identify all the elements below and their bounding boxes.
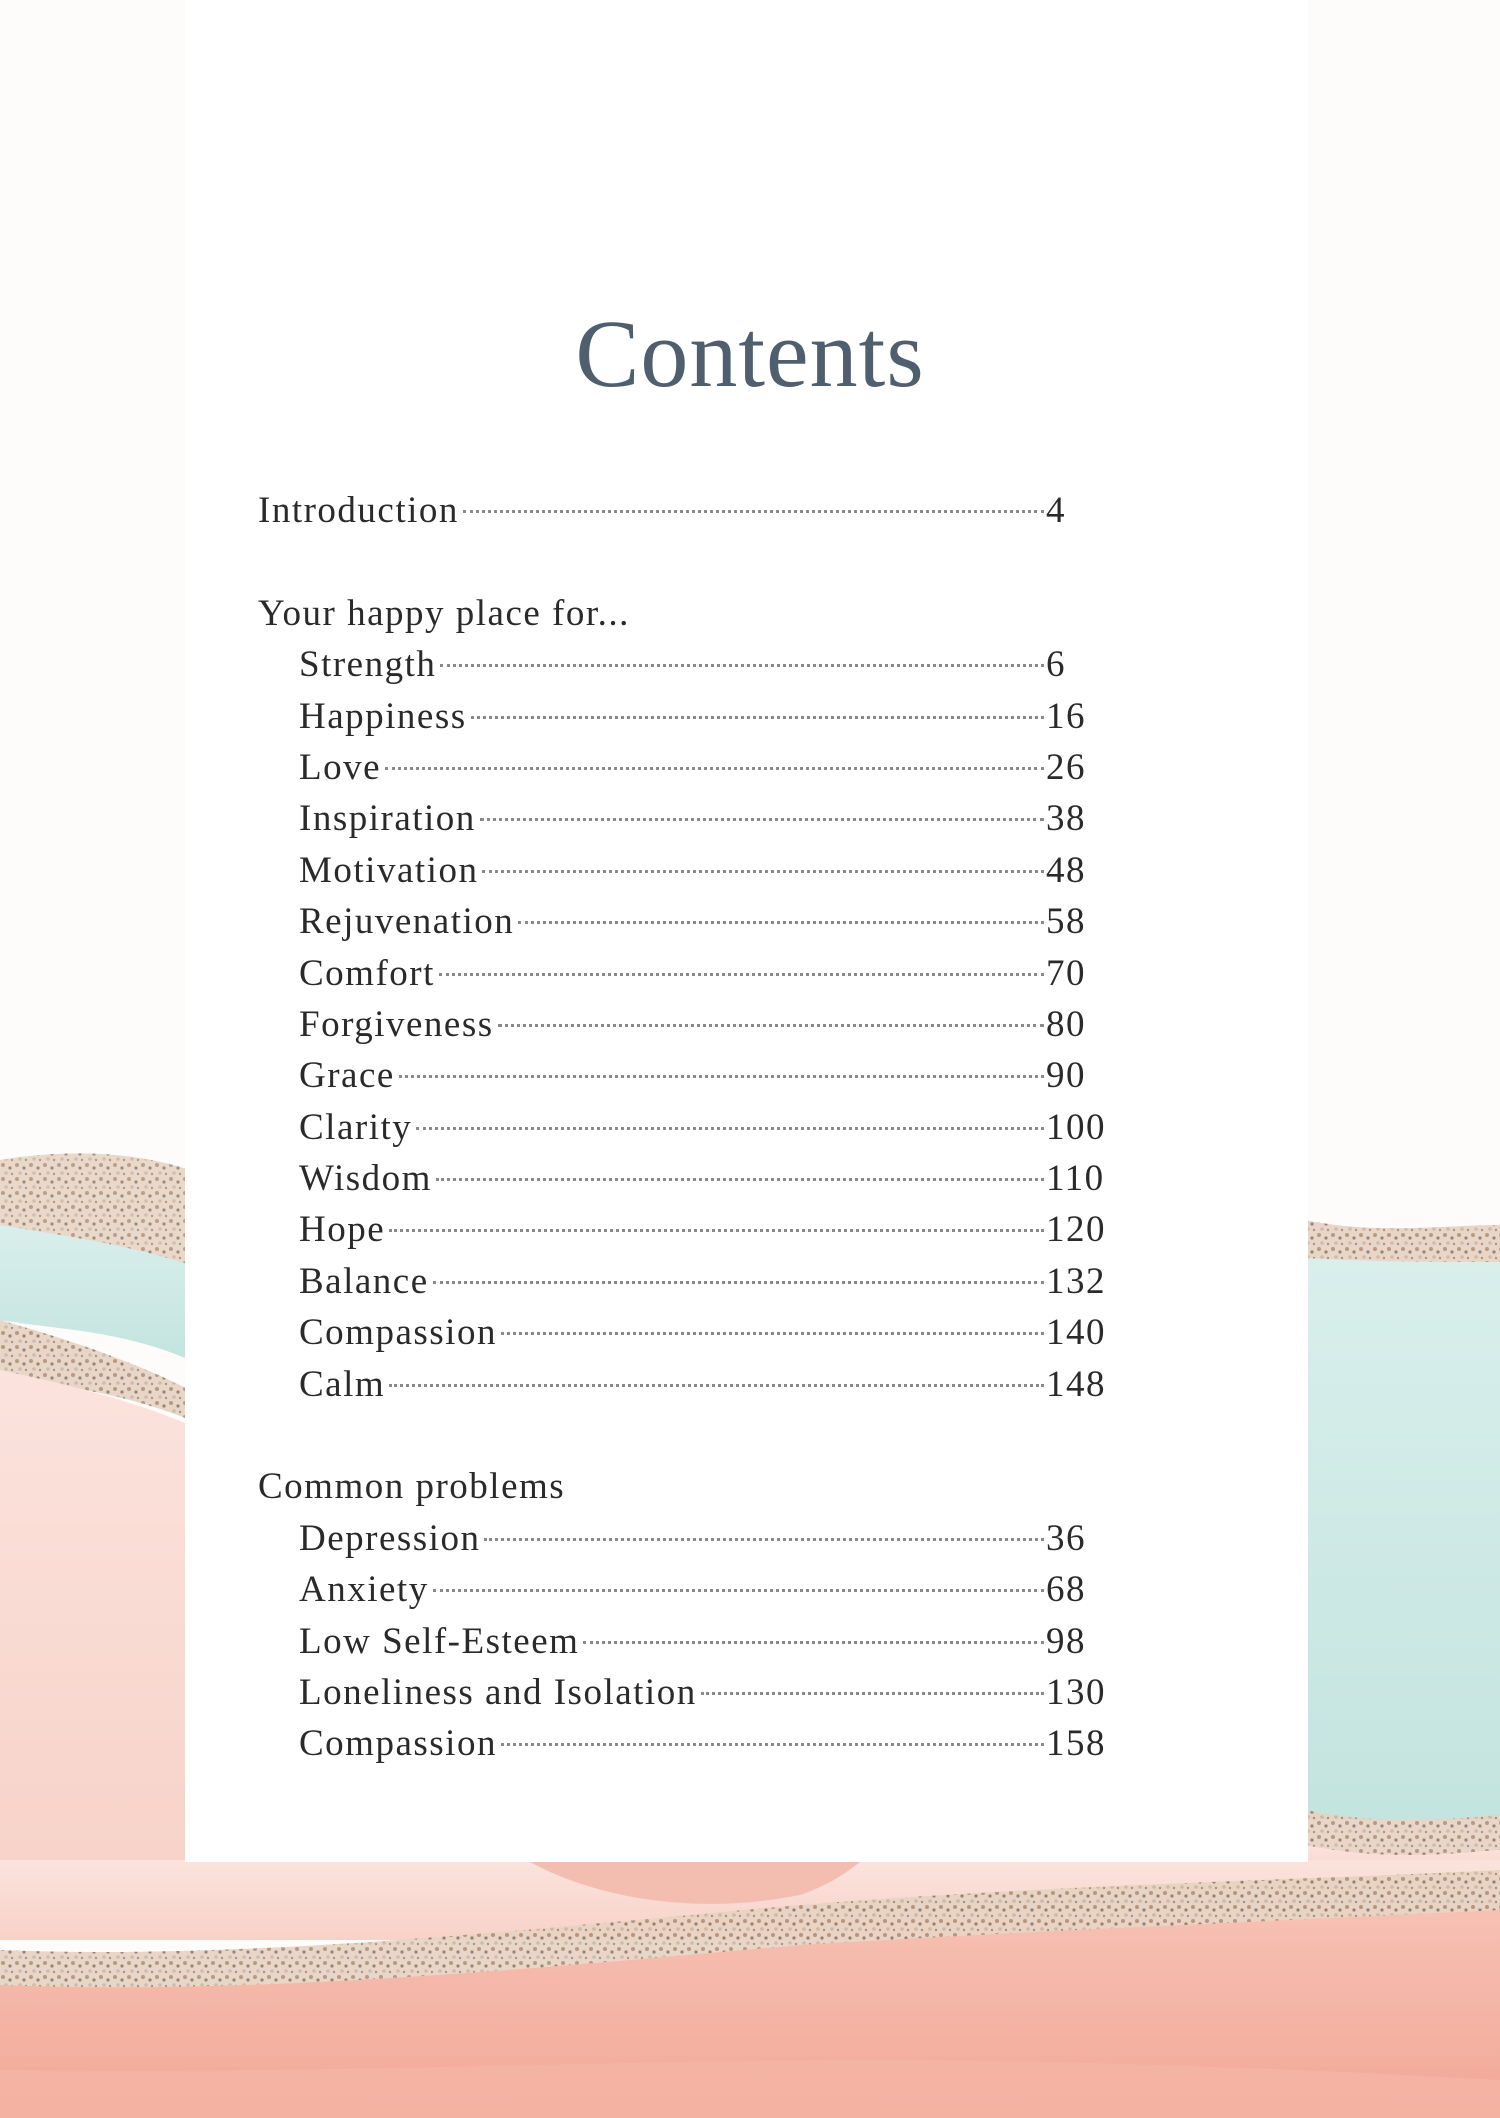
toc-entry-compassion[interactable] xyxy=(258,1307,1108,1358)
toc-entry-label: Wisdom xyxy=(299,1158,432,1200)
toc-entry-hope[interactable] xyxy=(258,1204,1108,1255)
toc-entry-balance[interactable] xyxy=(258,1256,1108,1307)
toc-entry-happiness[interactable] xyxy=(258,691,1108,742)
dot-leader xyxy=(433,1281,1044,1284)
toc-entry-anxiety[interactable] xyxy=(258,1564,1108,1615)
toc-entry-label: Love xyxy=(299,746,382,788)
toc-entry-depression[interactable] xyxy=(258,1513,1108,1564)
section-gap xyxy=(258,536,1108,587)
toc-section-heading: Your happy place for... xyxy=(258,592,630,634)
dot-leader xyxy=(501,1743,1044,1746)
toc-entry-page: 148 xyxy=(1046,1363,1106,1405)
toc-entry-label: Strength xyxy=(299,644,437,686)
dot-leader xyxy=(484,1538,1044,1541)
toc-entry-page: 140 xyxy=(1046,1312,1106,1354)
toc-entry-page: 70 xyxy=(1046,952,1086,994)
toc-entry-page: 26 xyxy=(1046,746,1086,788)
toc-entry-page: 100 xyxy=(1046,1106,1106,1148)
toc-entry-label: Forgiveness xyxy=(299,1003,494,1045)
dot-leader xyxy=(463,510,1044,513)
dot-leader xyxy=(389,1229,1044,1232)
toc-entry-label: Compassion xyxy=(299,1312,497,1354)
toc-entry-label: Rejuvenation xyxy=(299,901,515,943)
page-title: Contents xyxy=(575,300,925,407)
toc-entry-label: Inspiration xyxy=(299,798,476,840)
toc-entry-page: 4 xyxy=(1046,490,1066,531)
dot-leader xyxy=(385,767,1044,770)
toc-entry-page: 98 xyxy=(1046,1620,1086,1662)
toc-entry-page: 68 xyxy=(1046,1569,1086,1611)
toc-section-heading: Common problems xyxy=(258,1466,566,1508)
toc-entry-inspiration[interactable] xyxy=(258,793,1108,844)
toc-entry-motivation[interactable] xyxy=(258,845,1108,896)
left-watercolor-bands xyxy=(0,1153,190,1880)
dot-leader xyxy=(501,1332,1044,1335)
toc-entry-label: Calm xyxy=(299,1363,386,1405)
dot-leader xyxy=(389,1384,1044,1387)
toc-entry-rejuvenation[interactable] xyxy=(258,896,1108,947)
toc-entry-compassion-problems[interactable] xyxy=(258,1718,1108,1769)
toc-entry-label: Hope xyxy=(299,1209,386,1251)
toc-entry-page: 120 xyxy=(1046,1209,1106,1251)
toc-entry-page: 38 xyxy=(1046,798,1086,840)
toc-entry-label: Introduction xyxy=(258,490,459,531)
toc-entry-wisdom[interactable] xyxy=(258,1153,1108,1204)
toc-entry-low-self-esteem[interactable] xyxy=(258,1616,1108,1667)
dot-leader xyxy=(482,870,1044,873)
toc-entry-label: Clarity xyxy=(299,1106,413,1148)
toc-entry-page: 58 xyxy=(1046,901,1086,943)
toc-entry-forgiveness[interactable] xyxy=(258,999,1108,1050)
toc-entry-page: 110 xyxy=(1046,1158,1105,1200)
section-gap xyxy=(258,1410,1108,1461)
table-of-contents xyxy=(258,485,1108,1770)
bottom-watercolor-bands xyxy=(0,1860,1500,2118)
dot-leader xyxy=(416,1127,1044,1130)
right-watercolor-bands xyxy=(1305,1220,1500,1880)
toc-entry-page: 36 xyxy=(1046,1517,1086,1559)
dot-leader xyxy=(439,973,1044,976)
toc-entry-calm[interactable] xyxy=(258,1359,1108,1410)
dot-leader xyxy=(480,818,1044,821)
toc-entry-label: Balance xyxy=(299,1260,429,1302)
toc-entry-loneliness-and-isolation[interactable] xyxy=(258,1667,1108,1718)
toc-entry-comfort[interactable] xyxy=(258,948,1108,999)
dot-leader xyxy=(583,1641,1044,1644)
toc-entry-label: Motivation xyxy=(299,849,479,891)
dot-leader xyxy=(471,716,1044,719)
toc-entry-page: 130 xyxy=(1046,1671,1106,1713)
toc-entry-label: Comfort xyxy=(299,952,435,994)
toc-entry-label: Anxiety xyxy=(299,1569,429,1611)
toc-entry-page: 48 xyxy=(1046,849,1086,891)
toc-entry-label: Loneliness and Isolation xyxy=(299,1671,697,1713)
toc-entry-page: 16 xyxy=(1046,695,1086,737)
toc-entry-clarity[interactable] xyxy=(258,1102,1108,1153)
toc-entry-page: 90 xyxy=(1046,1055,1086,1097)
toc-entry-label: Depression xyxy=(299,1517,481,1559)
dot-leader xyxy=(701,1692,1044,1695)
dot-leader xyxy=(433,1589,1044,1592)
toc-entry-label: Grace xyxy=(299,1055,395,1097)
toc-entry-label: Low Self-Esteem xyxy=(299,1620,580,1662)
dot-leader xyxy=(440,664,1044,667)
toc-entry-label: Compassion xyxy=(299,1723,497,1765)
toc-entry-love[interactable] xyxy=(258,742,1108,793)
toc-entry-page: 132 xyxy=(1046,1260,1106,1302)
toc-entry-label: Happiness xyxy=(299,695,467,737)
toc-entry-page: 80 xyxy=(1046,1003,1086,1045)
toc-entry-grace[interactable] xyxy=(258,1050,1108,1101)
toc-entry-page: 158 xyxy=(1046,1723,1106,1765)
dot-leader xyxy=(399,1075,1044,1078)
toc-entry-strength[interactable] xyxy=(258,639,1108,690)
toc-entry-page: 6 xyxy=(1046,644,1066,686)
dot-leader xyxy=(436,1178,1044,1181)
dot-leader xyxy=(518,921,1044,924)
toc-entry-introduction[interactable] xyxy=(258,485,1108,536)
dot-leader xyxy=(498,1024,1044,1027)
